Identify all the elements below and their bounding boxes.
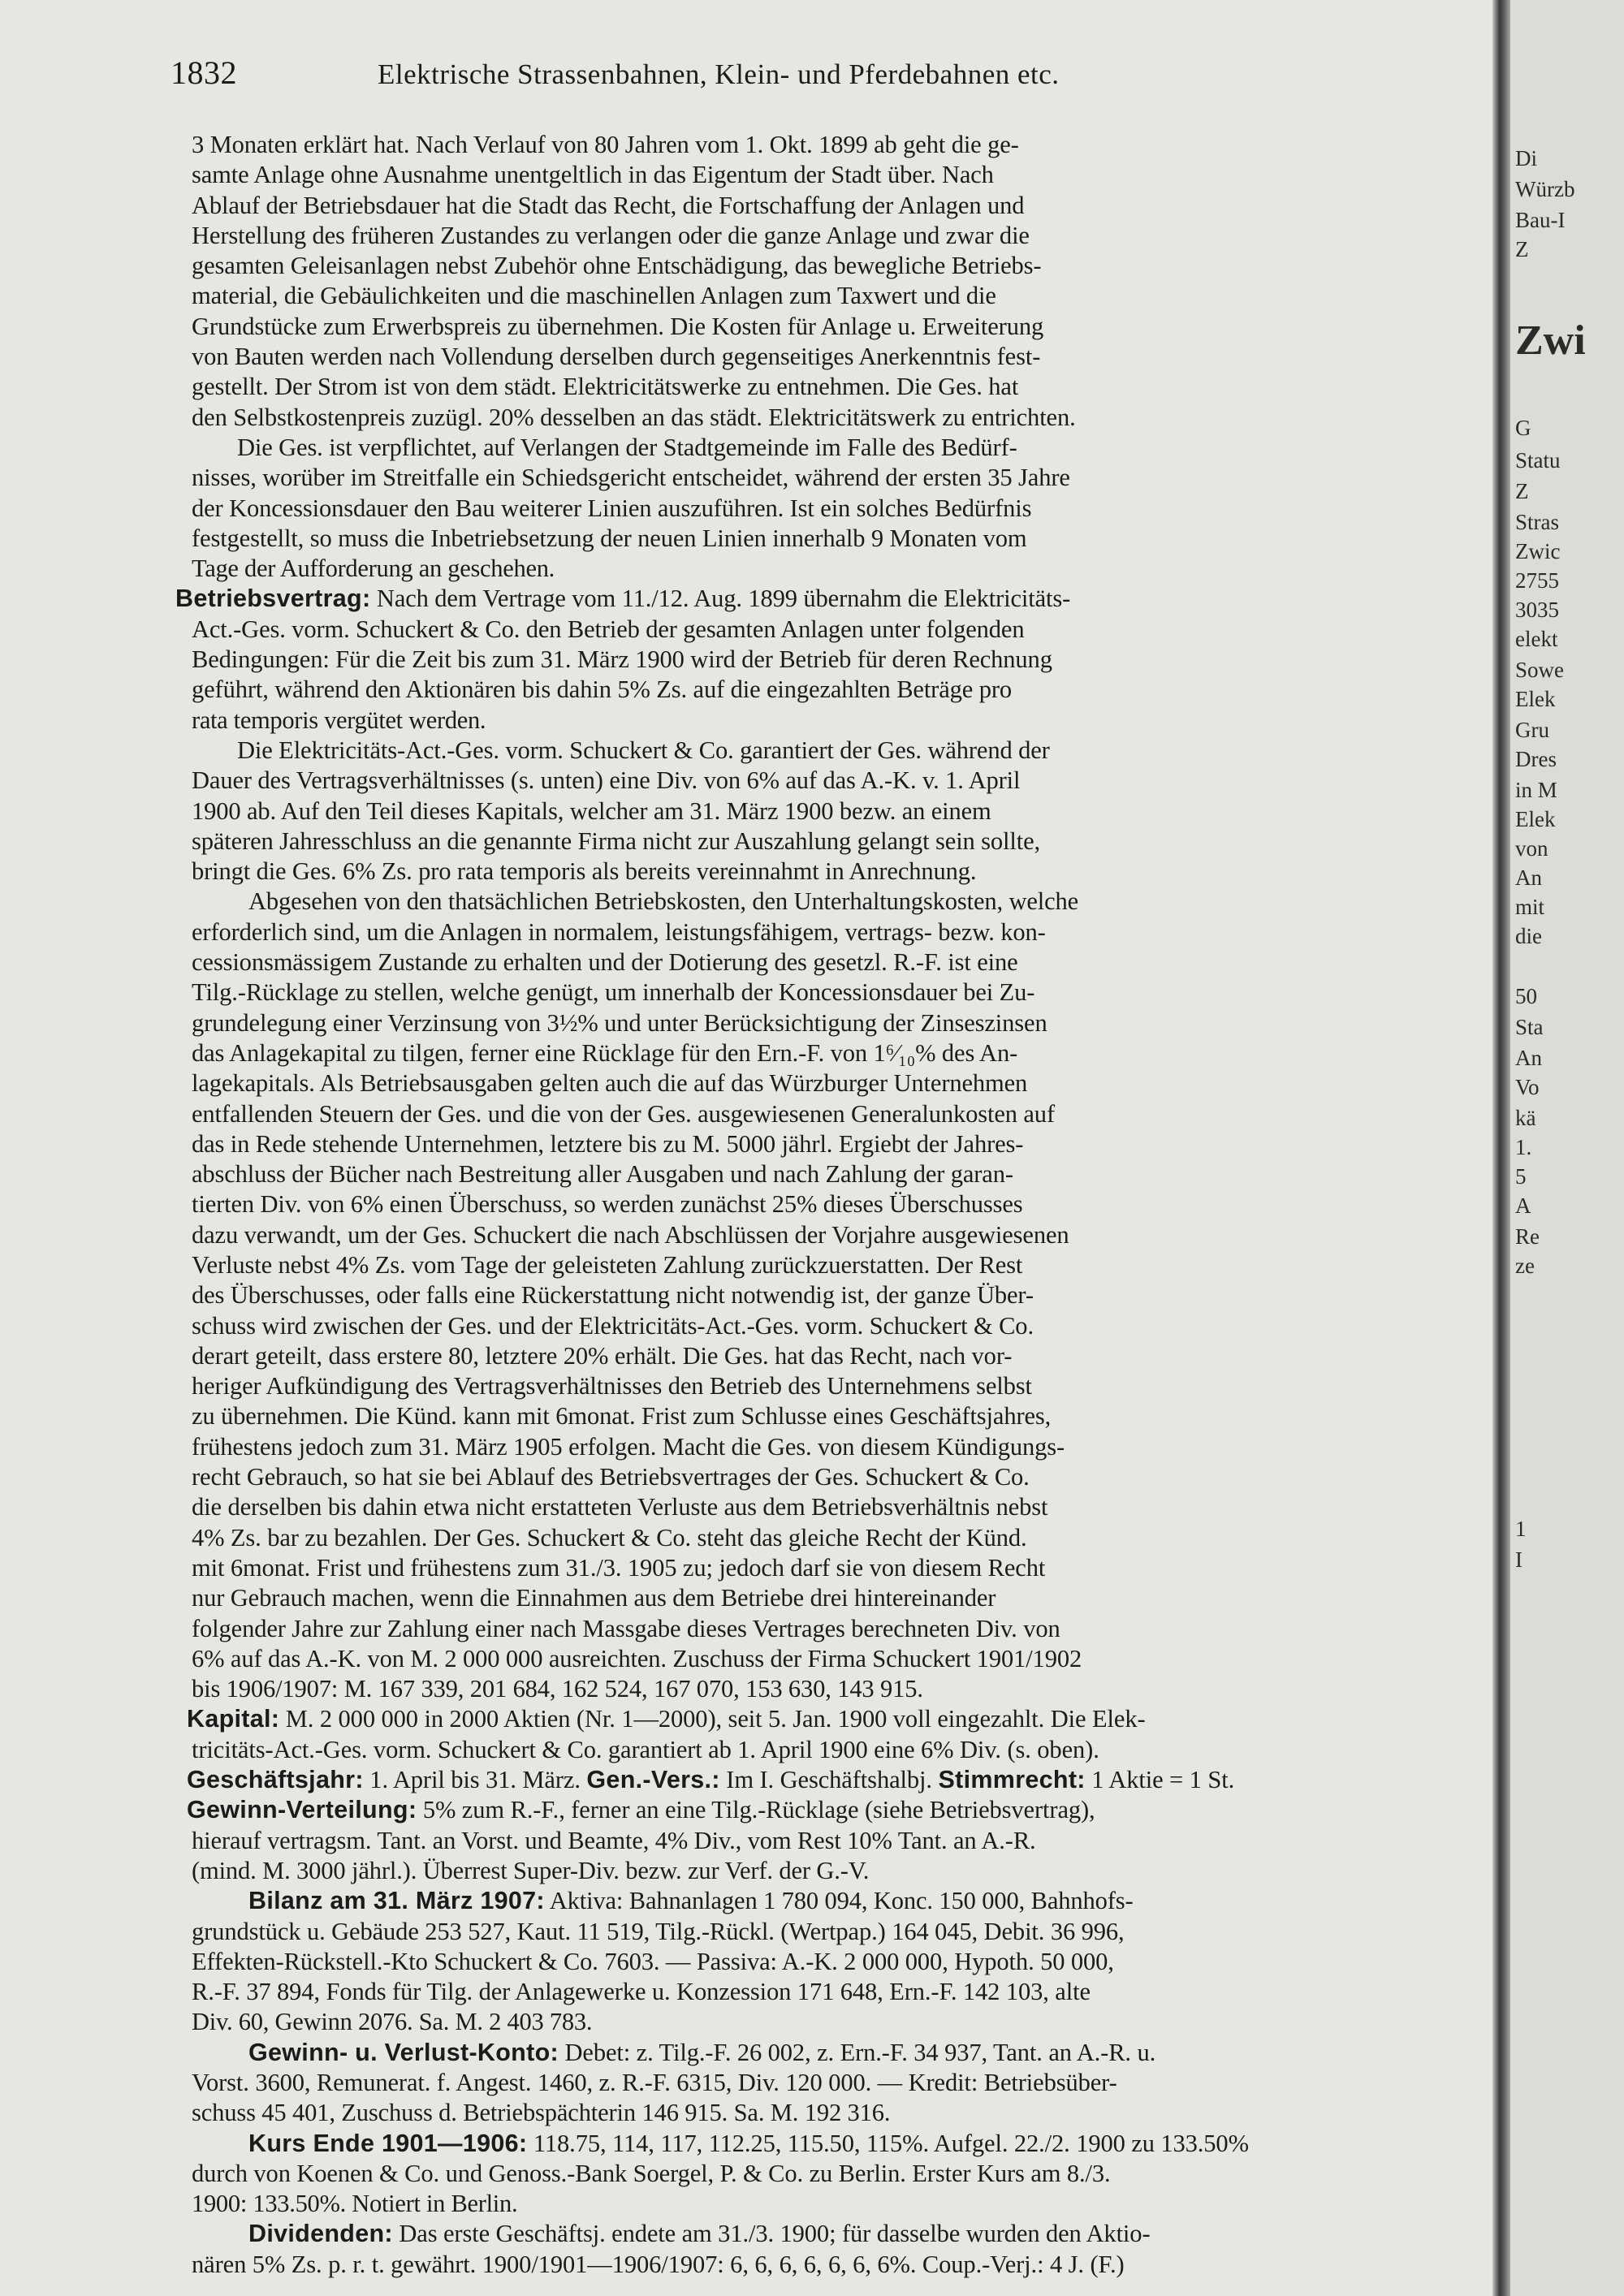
text-line: [192, 1038, 1491, 1068]
neighbor-page-fragment: Z: [1515, 479, 1529, 503]
neighbor-page-fragment: Statu: [1515, 448, 1561, 473]
neighbor-page-fragment: 50: [1515, 984, 1537, 1008]
text-line: [192, 1977, 1491, 2007]
line-text: grundelegung einer Verzinsung von 3½% und unter Berücksichtigung der Zinseszinsen: [192, 1008, 1047, 1037]
text-line: [192, 766, 1491, 796]
text-line: [192, 857, 1491, 887]
line-text: Vorst. 3600, Remunerat. f. Angest. 1460, z. R.-F. 6315, Div. 120 000. — Kredit: Betriebsüber-: [192, 2069, 1117, 2096]
line-text: nur Gebrauch machen, wenn die Einnahmen aus dem Betriebe drei hintereinander: [192, 1584, 996, 1612]
neighbor-page-fragment: kä: [1515, 1106, 1536, 1130]
text-line: [192, 1311, 1491, 1341]
text-line: [192, 1220, 1491, 1250]
text-line: [192, 2098, 1491, 2128]
text-line: [192, 1583, 1491, 1613]
text-line: [192, 706, 1491, 736]
text-line: [192, 2068, 1491, 2098]
neighbor-page-fragment: 5: [1515, 1164, 1527, 1189]
section-label: Gen.-Vers.:: [586, 1766, 720, 1794]
section-label: Bilanz am 31. März 1907:: [248, 1887, 545, 1915]
neighbor-page-fragment: Sowe: [1515, 658, 1564, 682]
line-text: bringt die Ges. 6% Zs. pro rata temporis als bereits vereinnahmt in Anrechnung.: [192, 857, 977, 886]
neighbor-page-fragment: G: [1515, 416, 1531, 440]
line-text: Tilg.-Rücklage zu stellen, welche genügt, um innerhalb der Koncessionsdauer bei Zu-: [192, 978, 1035, 1007]
text-line: [192, 130, 1491, 160]
line-text: Aktiva: Bahnanlagen 1 780 094, Konc. 150 000, Bahnhofs-: [544, 1887, 1134, 1915]
text-line: [192, 160, 1491, 190]
neighbor-page-fragment: Elek: [1515, 807, 1556, 831]
text-line: [192, 1917, 1491, 1947]
neighbor-page-fragment: Di: [1515, 146, 1537, 170]
line-text: von Bauten werden nach Vollendung derselben durch gegenseitiges Anerkenntnis fest-: [192, 343, 1041, 371]
line-text: recht Gebrauch, so hat sie bei Ablauf des Betriebsvertrages der Ges. Schuckert & Co.: [192, 1463, 1030, 1491]
neighbor-page-fragment: in M: [1515, 778, 1557, 802]
text-line: [192, 1068, 1491, 1098]
text-line: [192, 1008, 1491, 1038]
line-text: 3 Monaten erklärt hat. Nach Verlauf von 80 Jahren vom 1. Okt. 1899 ab geht die ge-: [192, 131, 1019, 158]
line-text: folgender Jahre zur Zahlung einer nach Massgabe dieses Vertrages berechneten Div. von: [192, 1614, 1060, 1642]
running-title: Elektrische Strassenbahnen, Klein- und Pferdebahnen etc.: [378, 58, 1060, 90]
page-number: 1832: [171, 54, 237, 91]
line-text: Nach dem Vertrage vom 11./12. Aug. 1899 übernahm die Elektricitäts-: [370, 585, 1071, 613]
text-line: [192, 494, 1491, 524]
line-text: erforderlich sind, um die Anlagen in normalem, leistungsfähigem, vertrags- bezw. kon-: [192, 917, 1046, 946]
line-text: das Anlagekapital zu tilgen, ferner eine Rücklage für den Ern.-F. von 1⁶⁄₁₀% des An-: [192, 1038, 1018, 1067]
section-label: Kurs Ende 1901—1906:: [248, 2129, 528, 2157]
text-line: [192, 1341, 1491, 1371]
line-text: M. 2 000 000 in 2000 Aktien (Nr. 1—2000), seit 5. Jan. 1900 voll eingezahlt. Die Elek-: [279, 1705, 1146, 1733]
text-line: [192, 342, 1491, 372]
text-line: [187, 1795, 1491, 1825]
line-text: 1900: 133.50%. Notiert in Berlin.: [192, 2190, 518, 2218]
line-text: abschluss der Bücher nach Bestreitung aller Ausgaben und nach Zahlung der garan-: [192, 1160, 1013, 1189]
text-line: [192, 1886, 1491, 1916]
text-line: [192, 524, 1491, 554]
text-line: [192, 2189, 1491, 2219]
line-text: entfallenden Steuern der Ges. und die von der Ges. ausgewiesenen Generalunkosten auf: [192, 1099, 1055, 1128]
line-text: festgestellt, so muss die Inbetriebsetzung der neuen Linien innerhalb 9 Monaten vom: [192, 524, 1027, 552]
neighbor-page-fragment: ze: [1515, 1254, 1535, 1278]
line-text: 1900 ab. Auf den Teil dieses Kapitals, welcher am 31. März 1900 bezw. an einem: [192, 796, 991, 825]
line-text: (mind. M. 3000 jährl.). Überrest Super-Div. bezw. zur Verf. der G.-V.: [192, 1856, 870, 1884]
line-text: den Selbstkostenpreis zuzügl. 20% desselben an das städt. Elektricitätswerk zu entrichten.: [192, 403, 1076, 431]
neighbor-page-fragment: Gru: [1515, 718, 1549, 742]
text-line: [192, 251, 1491, 281]
neighbor-page-fragment: I: [1515, 1547, 1522, 1572]
line-text: Effekten-Rückstell.-Kto Schuckert & Co. 7603. — Passiva: A.-K. 2 000 000, Hypoth. 50 000,: [192, 1947, 1114, 1975]
text-line: [192, 2159, 1491, 2189]
text-line: [192, 2219, 1491, 2249]
text-line: [192, 2038, 1491, 2068]
section-label: Gewinn- u. Verlust-Konto:: [248, 2038, 559, 2066]
text-line: [192, 1371, 1491, 1401]
text-line: [192, 615, 1491, 645]
line-text: Div. 60, Gewinn 2076. Sa. M. 2 403 783.: [192, 2008, 593, 2036]
line-text: heriger Aufkündigung des Vertragsverhältnisses den Betrieb des Unternehmens selbst: [192, 1372, 1032, 1400]
neighbor-page-fragment: mit: [1515, 895, 1545, 919]
text-line: [192, 1523, 1491, 1553]
line-text: Die Ges. ist verpflichtet, auf Verlangen der Stadtgemeinde im Falle des Bedürf-: [237, 433, 1017, 461]
line-text: schuss wird zwischen der Ges. und der Elektricitäts-Act.-Ges. vorm. Schuckert & Co.: [192, 1311, 1034, 1340]
line-text: tricitäts-Act.-Ges. vorm. Schuckert & Co. garantiert ab 1. April 1900 eine 6% Div. (s. oben).: [192, 1735, 1099, 1763]
text-line: [192, 887, 1491, 917]
line-text: cessionsmässigem Zustande zu erhalten und der Dotierung des gesetzl. R.-F. ist eine: [192, 948, 1018, 977]
line-text: Ablauf der Betriebsdauer hat die Stadt das Recht, die Fortschaffung der Anlagen und: [192, 191, 1025, 219]
line-text: lagekapitals. Als Betriebsausgaben gelten auch die auf das Würzburger Unternehmen: [192, 1069, 1028, 1098]
text-line: [192, 1099, 1491, 1129]
line-text: Grundstücke zum Erwerbspreis zu übernehmen. Die Kosten für Anlage u. Erweiterung: [192, 312, 1044, 340]
section-label: Dividenden:: [248, 2220, 393, 2248]
section-label: Stimmrecht:: [938, 1766, 1086, 1794]
line-text: Abgesehen von den thatsächlichen Betriebskosten, den Unterhaltungskosten, welche: [248, 887, 1079, 916]
line-text: frühestens jedoch zum 31. März 1905 erfolgen. Macht die Ges. von diesem Kündigungs-: [192, 1432, 1065, 1461]
text-line: [192, 1401, 1491, 1431]
text-line: [192, 1462, 1491, 1492]
neighbor-page-fragment: An: [1515, 865, 1542, 890]
line-text: gesamten Geleisanlagen nebst Zubehör ohne Entschädigung, das bewegliche Betriebs-: [192, 252, 1042, 280]
neighbor-page-fragment: A: [1515, 1193, 1531, 1218]
neighbor-page-fragment: Bau-I: [1515, 208, 1566, 232]
text-line: [192, 796, 1491, 826]
text-line: [192, 1432, 1491, 1462]
line-text: 4% Zs. bar zu bezahlen. Der Ges. Schuckert & Co. steht das gleiche Recht der Künd.: [192, 1523, 1027, 1552]
line-text: bis 1906/1907: M. 167 339, 201 684, 162 524, 167 070, 153 630, 143 915.: [192, 1675, 923, 1703]
text-line: [192, 403, 1491, 433]
line-text: Debet: z. Tilg.-F. 26 002, z. Ern.-F. 34 937, Tant. an A.-R. u.: [558, 2038, 1156, 2066]
line-text: Herstellung des früheren Zustandes zu verlangen oder die ganze Anlage und zwar die: [192, 221, 1030, 249]
neighbor-page-fragment: Re: [1515, 1224, 1540, 1249]
line-text: durch von Koenen & Co. und Genoss.-Bank Soergel, P. & Co. zu Berlin. Erster Kurs am 8./3.: [192, 2159, 1111, 2187]
line-text: schuss 45 401, Zuschuss d. Betriebspächterin 146 915. Sa. M. 192 316.: [192, 2099, 891, 2127]
text-line: [192, 221, 1491, 251]
text-line: [192, 2250, 1491, 2280]
text-line: [192, 1856, 1491, 1886]
line-text: nären 5% Zs. p. r. t. gewährt. 1900/1901—1906/1907: 6, 6, 6, 6, 6, 6, 6%. Coup.-Verj.: 4 J. (F.): [192, 2250, 1125, 2278]
text-line: [192, 1492, 1491, 1522]
line-text: die derselben bis dahin etwa nicht erstatteten Verluste aus dem Betriebsverhältnis nebst: [192, 1493, 1048, 1521]
section-label: Kapital:: [187, 1705, 280, 1733]
text-line: [192, 1826, 1491, 1856]
text-line: [192, 1614, 1491, 1644]
neighbor-page-fragment: Würzb: [1515, 177, 1575, 201]
text-line: [187, 1704, 1491, 1734]
line-text: 1. April bis 31. März.: [363, 1766, 587, 1794]
text-line: [192, 1250, 1491, 1280]
line-text: späteren Jahresschluss an die genannte Firma nicht zur Auszahlung gelangt sein sollte,: [192, 826, 1041, 855]
line-text: derart geteilt, dass erstere 80, letztere 20% erhält. Die Ges. hat das Recht, nach vor-: [192, 1341, 1013, 1370]
line-text: Verluste nebst 4% Zs. vom Tage der geleisteten Zahlung zurückzuerstatten. Der Rest: [192, 1250, 1023, 1279]
text-line: [192, 1280, 1491, 1310]
neighbor-page-fragment: Vo: [1515, 1075, 1540, 1099]
line-text: Im I. Geschäftshalbj.: [719, 1766, 939, 1794]
text-line: [192, 736, 1491, 766]
text-line: [175, 584, 1491, 614]
line-text: tierten Div. von 6% einen Überschuss, so werden zunächst 25% dieses Überschusses: [192, 1190, 1023, 1219]
line-text: Das erste Geschäftsj. endete am 31./3. 1900; für dasselbe wurden den Aktio-: [392, 2220, 1151, 2248]
line-text: 1 Aktie = 1 St.: [1085, 1766, 1235, 1794]
text-line: [192, 191, 1491, 221]
text-line: [192, 372, 1491, 402]
line-text: zu übernehmen. Die Künd. kann mit 6monat. Frist zum Schlusse eines Geschäftsjahres,: [192, 1402, 1052, 1431]
neighbor-page-fragment: von: [1515, 836, 1548, 861]
neighbor-page-fragment: 1: [1515, 1517, 1527, 1541]
text-line: [192, 433, 1491, 463]
page-gutter: [1492, 0, 1510, 2296]
line-text: 118.75, 114, 117, 112.25, 115.50, 115%. Aufgel. 22./2. 1900 zu 133.50%: [527, 2129, 1249, 2157]
line-text: rata temporis vergütet werden.: [192, 706, 486, 734]
neighbor-page-fragment: Sta: [1515, 1015, 1544, 1039]
line-text: Tage der Aufforderung an geschehen.: [192, 555, 555, 583]
text-line: [192, 826, 1491, 857]
line-text: Act.-Ges. vorm. Schuckert & Co. den Betrieb der gesamten Anlagen unter folgenden: [192, 615, 1025, 643]
text-line: [192, 947, 1491, 978]
neighbor-page-fragment: 3035: [1515, 598, 1559, 622]
body-text: [175, 130, 1491, 2280]
neighbor-page-fragment: 2755: [1515, 568, 1559, 593]
text-line: [192, 1129, 1491, 1159]
text-line: [187, 1765, 1491, 1795]
neighbor-page-fragment: Zwic: [1515, 539, 1561, 563]
neighbor-page-fragment: elekt: [1515, 627, 1558, 651]
neighbor-page-fragment: Stras: [1515, 510, 1559, 534]
text-line: [192, 312, 1491, 342]
line-text: R.-F. 37 894, Fonds für Tilg. der Anlagewerke u. Konzession 171 648, Ern.-F. 142 103, alte: [192, 1978, 1091, 2006]
line-text: Dauer des Vertragsverhältnisses (s. unten) eine Div. von 6% auf das A.-K. v. 1. April: [192, 766, 1021, 795]
neighbor-page-fragment: Zwi: [1515, 317, 1586, 364]
text-line: [192, 675, 1491, 705]
line-text: geführt, während den Aktionären bis dahin 5% Zs. auf die eingezahlten Beträge pro: [192, 675, 1012, 704]
running-header: [171, 54, 1470, 99]
line-text: gestellt. Der Strom ist von dem städt. Elektricitätswerke zu entnehmen. Die Ges. hat: [192, 373, 1019, 401]
text-line: [192, 2007, 1491, 2037]
text-line: [192, 463, 1491, 493]
line-text: der Koncessionsdauer den Bau weiterer Linien auszuführen. Ist ein solches Bedürfnis: [192, 494, 1032, 522]
section-label: Betriebsvertrag:: [175, 585, 371, 613]
line-text: hierauf vertragsm. Tant. an Vorst. und Beamte, 4% Div., vom Rest 10% Tant. an A.-R.: [192, 1826, 1036, 1854]
line-text: Bedingungen: Für die Zeit bis zum 31. März 1900 wird der Betrieb für deren Rechnung: [192, 645, 1052, 674]
text-line: [192, 1159, 1491, 1189]
text-line: [192, 1189, 1491, 1219]
neighbor-page-fragment: die: [1515, 924, 1542, 948]
text-line: [192, 2129, 1491, 2159]
text-line: [192, 1553, 1491, 1583]
text-line: [192, 554, 1491, 584]
neighbor-page-fragment: Dres: [1515, 747, 1557, 771]
line-text: material, die Gebäulichkeiten und die maschinellen Anlagen zum Taxwert und die: [192, 282, 996, 310]
section-label: Geschäftsjahr:: [187, 1766, 364, 1794]
line-text: das in Rede stehende Unternehmen, letztere bis zu M. 5000 jährl. Ergiebt der Jahres-: [192, 1129, 1024, 1158]
line-text: dazu verwandt, um der Ges. Schuckert die nach Abschlüssen der Vorjahre ausgewiesenen: [192, 1220, 1069, 1249]
line-text: samte Anlage ohne Ausnahme unentgeltlich in das Eigentum der Stadt über. Nach: [192, 161, 994, 189]
line-text: des Überschusses, oder falls eine Rückerstattung nicht notwendig ist, der ganze Über-: [192, 1281, 1034, 1310]
text-line: [192, 1644, 1491, 1674]
line-text: grundstück u. Gebäude 253 527, Kaut. 11 519, Tilg.-Rückl. (Wertpap.) 164 045, Debit. 36 996,: [192, 1917, 1125, 1945]
text-line: [192, 1947, 1491, 1977]
text-line: [192, 1735, 1491, 1765]
text-line: [192, 1674, 1491, 1704]
line-text: 5% zum R.-F., ferner an eine Tilg.-Rücklage (siehe Betriebsvertrag),: [417, 1796, 1095, 1824]
section-label: Gewinn-Verteilung:: [187, 1796, 417, 1824]
neighbor-page-fragment: Elek: [1515, 687, 1556, 711]
line-text: nisses, worüber im Streitfalle ein Schiedsgericht entscheidet, während der ersten 35 Jahre: [192, 464, 1070, 492]
line-text: 6% auf das A.-K. von M. 2 000 000 ausreichten. Zuschuss der Firma Schuckert 1901/1902: [192, 1644, 1082, 1672]
text-line: [192, 645, 1491, 675]
neighbor-page-fragment: 1.: [1515, 1135, 1532, 1159]
text-line: [192, 281, 1491, 311]
adjacent-page-edge: [1510, 0, 1624, 2296]
line-text: Die Elektricitäts-Act.-Ges. vorm. Schuckert & Co. garantiert der Ges. während der: [237, 736, 1050, 764]
text-line: [192, 978, 1491, 1008]
neighbor-page-fragment: Z: [1515, 237, 1529, 261]
line-text: mit 6monat. Frist und frühestens zum 31./3. 1905 zu; jedoch darf sie von diesem Recht: [192, 1553, 1046, 1582]
text-line: [192, 917, 1491, 947]
neighbor-page-fragment: An: [1515, 1046, 1542, 1070]
